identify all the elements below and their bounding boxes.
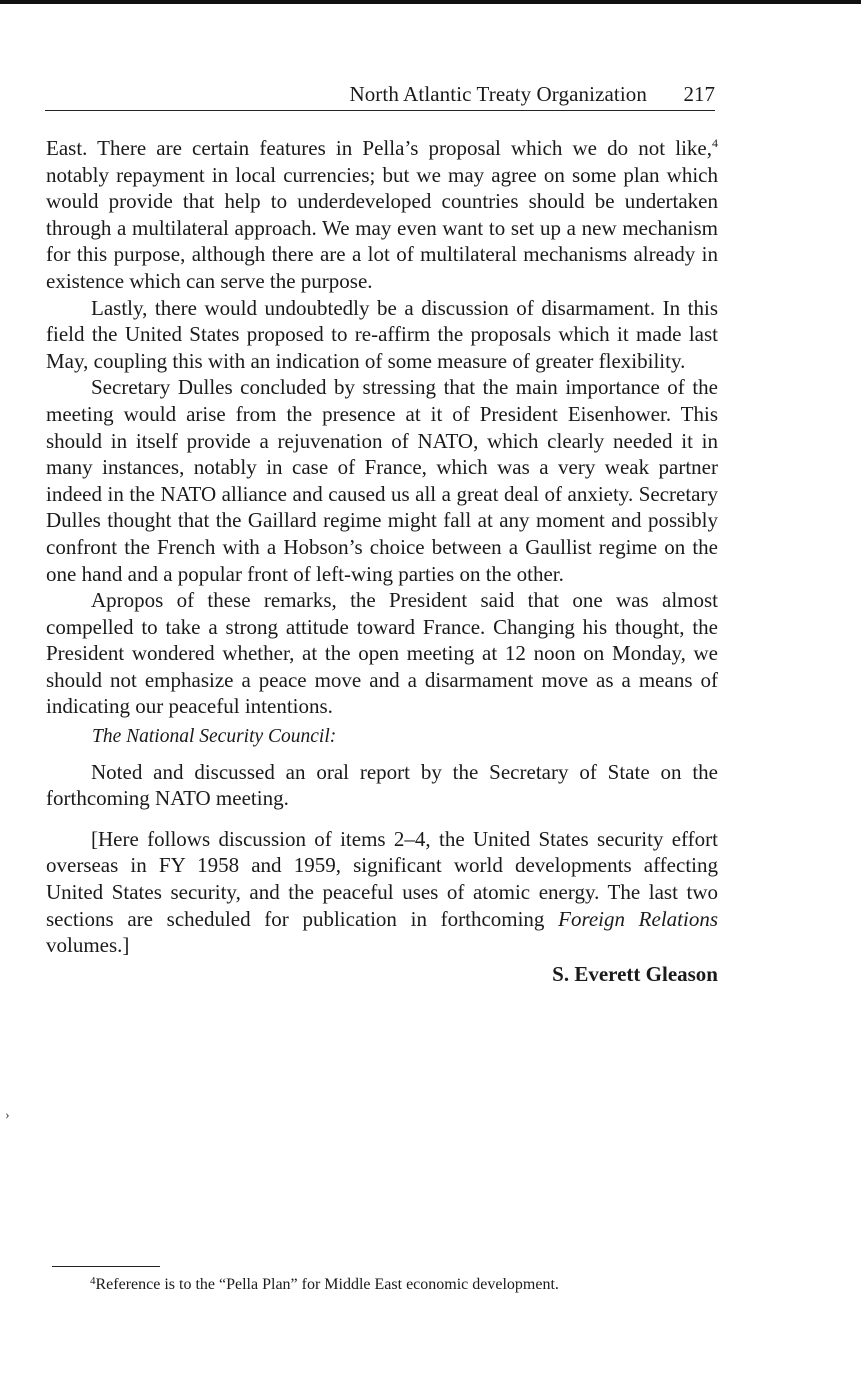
paragraph-2: Lastly, there would undoubtedly be a discussion of disarmament. In this field the United States proposed to re-affirm the proposals which it made last May, coupling this with an indication of some measure of greater flexibility. — [46, 295, 718, 373]
footnote-reference: 4 — [712, 136, 718, 150]
margin-mark: › — [5, 1108, 10, 1123]
paragraph-1-rest: notably repayment in local currencies; but we may agree on some plan which would provide that help to underdeveloped countries should be undertaken through a multilateral approach. We may even want to set up a new mechanism for this purpose, although there are a lot of multilateral mechanisms already in existence which can serve the purpose. — [46, 162, 718, 293]
page-number: 217 — [683, 82, 715, 106]
footnote-rule — [52, 1266, 160, 1267]
paragraph-3: Secretary Dulles concluded by stressing that the main importance of the meeting would arise from the presence at it of President Eisenhower. This should in itself provide a rejuvenation of NATO, which clearly needed it in many instances, notably in case of France, which was a very weak partner indeed in the NATO alliance and caused us all a great deal of anxiety. Secretary Dulles thought that the Gaillard regime might fall at any moment and possibly confront the French with a Hobson’s choice between a Gaullist regime on the one hand and a popular front of left-wing parties on the other. — [46, 375, 718, 586]
paragraph-1 — [46, 135, 718, 295]
running-header — [45, 82, 715, 111]
footnote-text: Reference is to the “Pella Plan” for Middle East economic development. — [95, 1276, 559, 1293]
paragraph-6-start: [Here follows discussion of items 2–4, the United States security effort overseas in FY 1958 and 1959, significant world developments affecting United States security, and the peaceful uses of atomic energy. The last two sections are scheduled for publication in forthcoming — [46, 826, 718, 931]
footnote-marker: 4 — [90, 1275, 96, 1287]
scan-top-edge — [0, 0, 861, 4]
paragraph-6-end: volumes.] — [46, 933, 130, 958]
paragraph-6-italic-title: Foreign Relations — [558, 906, 719, 931]
running-title: North Atlantic Treaty Organization — [349, 82, 647, 106]
footnote — [90, 1275, 559, 1295]
signature: S. Everett Gleason — [552, 961, 718, 986]
main-text — [46, 135, 718, 987]
nsc-heading: The National Security Council: — [92, 726, 337, 748]
paragraph-4: Apropos of these remarks, the President said that one was almost compelled to take a strong attitude toward France. Changing his thought, the President wondered whether, at the open meeting at 12 noon on Monday, we should not emphasize a peace move and a disarmament move as a means of indicating our peaceful intentions. — [46, 588, 718, 719]
paragraph-6 — [46, 826, 718, 959]
paragraph-5: Noted and discussed an oral report by the Secretary of State on the forthcoming NATO meeting. — [46, 759, 718, 811]
paragraph-1-start: East. There are certain features in Pella’s proposal which we do not like, — [46, 136, 712, 160]
